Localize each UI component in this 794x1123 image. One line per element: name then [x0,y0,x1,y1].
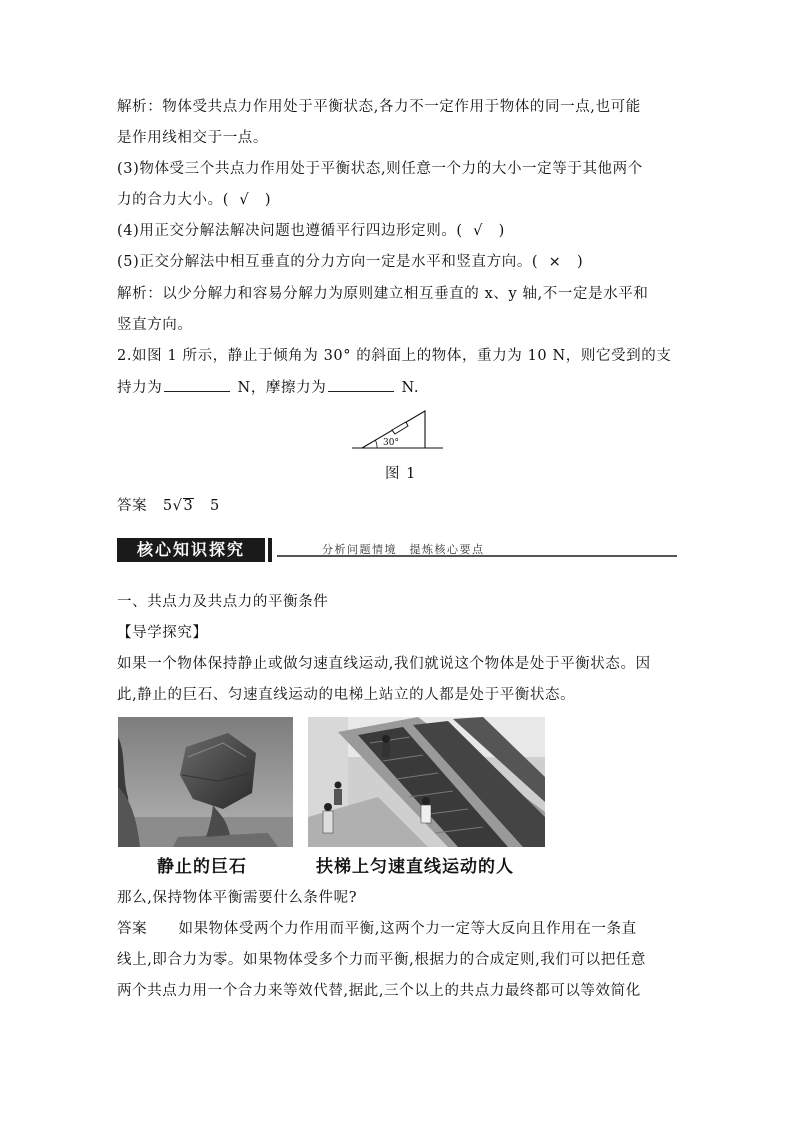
answer2-line-1 [117,919,687,939]
paren-close: ) [498,223,505,239]
paren-close: ) [577,254,584,270]
answer2-label: 答案 [117,921,148,937]
answer2-line-3: 两个共点力用一个合力来等效代替,据此,三个以上的共点力最终都可以等效简化 [117,983,641,999]
question-line: 那么,保持物体平衡需要什么条件呢? [117,890,358,906]
escalator-image [308,717,545,847]
section-title: 核心知识探究 [117,538,265,562]
item-5-line [117,252,687,272]
question-2-line-1: 2.如图 1 所示，静止于倾角为 30° 的斜面上的物体，重力为 10 N，则它受到的支 [117,348,672,364]
right-photo-caption: 扶梯上匀速直线运动的人 [316,857,514,877]
analysis-line-2: 是作用线相交于一点。 [117,130,268,146]
balanced-rock-photo [118,717,293,847]
cross-mark-icon: × [548,254,562,270]
part-paragraph-line-2: 此,静止的巨石、匀速直线运动的电梯上站立的人都是处于平衡状态。 [117,687,576,703]
answer-value-root: 3 [183,498,194,514]
analysis-line-1: 解析：物体受共点力作用处于平衡状态,各力不一定作用于物体的同一点,也可能 [117,99,641,115]
incline-diagram [350,405,445,453]
question-2-line-2 [117,377,687,398]
angle-label: 30° [383,438,399,448]
answer-blank-2 [328,377,394,392]
item-5-text: (5)正交分解法中相互垂直的分力方向一定是水平和竖直方向。( [117,254,539,270]
check-mark-icon: √ [239,192,250,208]
escalator-photo [308,717,545,847]
answer-line [117,496,687,516]
answer2-text-1: 如果物体受两个力作用而平衡,这两个力一定等大反向且作用在一条直 [178,921,637,937]
section-header [117,538,677,562]
question-2-text-b: N，摩擦力为 [237,380,327,396]
sqrt-icon: √ [172,498,183,514]
item-4-line [117,221,687,241]
question-2-text-c: N. [401,380,420,396]
answer2-line-2: 线上,即合力为零。如果物体受多个力而平衡,根据力的合成定则,我们可以把任意 [117,952,647,968]
paren-close: ) [264,192,272,208]
item-4-text: (4)用正交分解法解决问题也遵循平行四边形定则。( [117,223,463,239]
answer-blank-1 [164,377,230,392]
item-3-line-1: (3)物体受三个共点力作用处于平衡状态,则任意一个力的大小一定等于其他两个 [117,161,643,177]
answer-value-2: 5 [209,498,220,514]
balanced-rock-image [118,717,293,847]
item-3-text: 力的合力大小。( [117,192,229,208]
analysis2-line-2: 竖直方向。 [117,317,193,333]
angle-arc [376,441,378,449]
figure-caption: 图 1 [385,466,417,482]
section-subtitle: 分析问题情境 提炼核心要点 [322,543,485,556]
check-mark-icon: √ [473,223,483,239]
answer-label: 答案 [117,498,148,514]
part-tag: 【导学探究】 [117,625,208,641]
answer-value-coef: 5 [162,498,173,514]
part-heading: 一、共点力及共点力的平衡条件 [117,594,329,610]
analysis2-line-1: 解析：以少分解力和容易分解力为原则建立相互垂直的 x、y 轴,不一定是水平和 [117,286,649,302]
part-paragraph-line-1: 如果一个物体保持静止或做匀速直线运动,我们就说这个物体是处于平衡状态。因 [117,656,651,672]
block-on-incline [392,422,408,434]
left-photo-caption: 静止的巨石 [157,857,247,877]
question-2-text-a: 持力为 [117,380,163,396]
item-3-line-2 [117,190,687,210]
